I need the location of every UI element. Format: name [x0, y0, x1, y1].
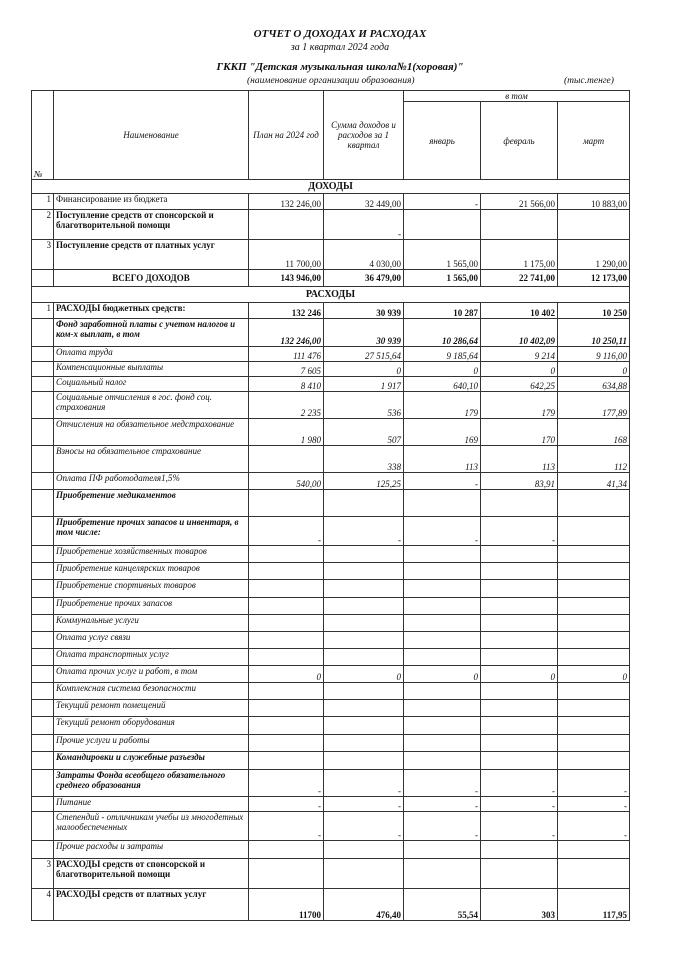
cell-feb: 83,91: [481, 473, 558, 490]
row-number: 3: [32, 240, 54, 270]
cell-jan: [404, 615, 481, 632]
cell-mar: [558, 210, 630, 240]
cell-plan: -: [249, 797, 324, 812]
section-row-expenses: [32, 287, 630, 303]
cell-quarter: 507: [324, 419, 404, 446]
row-name: Оплата транспортных услуг: [54, 649, 249, 666]
cell-jan: [404, 717, 481, 735]
cell-plan: [249, 841, 324, 859]
cell-mar: -: [558, 812, 630, 841]
cell-mar: [558, 517, 630, 546]
table-row: [32, 473, 630, 490]
row-number: [32, 752, 54, 770]
cell-plan: [249, 859, 324, 889]
cell-quarter: [324, 841, 404, 859]
cell-plan: 540,00: [249, 473, 324, 490]
row-name: Приобретение канцелярских товаров: [54, 563, 249, 580]
row-number: 2: [32, 210, 54, 240]
cell-feb: 1 175,00: [481, 240, 558, 270]
cell-feb: [481, 563, 558, 580]
table-row: [32, 319, 630, 347]
cell-feb: 113: [481, 446, 558, 473]
table-row: [32, 490, 630, 517]
report-table: [31, 90, 630, 921]
row-name: Приобретение прочих запасов и инвентаря, в том числе:: [54, 517, 249, 546]
cell-quarter: [324, 546, 404, 563]
cell-mar: 10 883,00: [558, 194, 630, 210]
row-number: [32, 841, 54, 859]
cell-feb: 179: [481, 392, 558, 419]
row-number: [32, 270, 54, 287]
row-number: [32, 362, 54, 377]
col-jan-header: январь: [404, 102, 481, 180]
row-number: [32, 490, 54, 517]
cell-plan: [249, 717, 324, 735]
table-row: [32, 598, 630, 615]
table-row: [32, 889, 630, 921]
cell-quarter: 30 939: [324, 303, 404, 319]
cell-plan: 0: [249, 666, 324, 683]
cell-plan: 11700: [249, 889, 324, 921]
row-number: [32, 632, 54, 649]
col-feb-header: февраль: [481, 102, 558, 180]
cell-jan: [404, 841, 481, 859]
table-row: [32, 615, 630, 632]
cell-plan: 132 246: [249, 303, 324, 319]
row-number: [32, 563, 54, 580]
cell-quarter: [324, 735, 404, 752]
table-row: [32, 797, 630, 812]
row-number: [32, 546, 54, 563]
cell-mar: -: [558, 770, 630, 797]
cell-quarter: [324, 632, 404, 649]
cell-jan: 113: [404, 446, 481, 473]
cell-plan: 7 605: [249, 362, 324, 377]
cell-mar: [558, 580, 630, 598]
cell-feb: 9 214: [481, 347, 558, 362]
cell-quarter: 125,25: [324, 473, 404, 490]
row-number: [32, 580, 54, 598]
cell-feb: -: [481, 812, 558, 841]
cell-feb: [481, 546, 558, 563]
cell-jan: 9 185,64: [404, 347, 481, 362]
cell-feb: -: [481, 517, 558, 546]
cell-mar: [558, 632, 630, 649]
row-number: 1: [32, 194, 54, 210]
cell-mar: [558, 859, 630, 889]
cell-quarter: -: [324, 210, 404, 240]
table-row: [32, 210, 630, 240]
row-number: [32, 446, 54, 473]
cell-quarter: [324, 859, 404, 889]
row-name: Оплата ПФ работодателя1,5%: [54, 473, 249, 490]
table-row: [32, 632, 630, 649]
cell-mar: 0: [558, 362, 630, 377]
cell-plan: 2 235: [249, 392, 324, 419]
cell-jan: 10 287: [404, 303, 481, 319]
table-row: [32, 580, 630, 598]
cell-mar: 41,34: [558, 473, 630, 490]
cell-feb: [481, 580, 558, 598]
cell-feb: 22 741,00: [481, 270, 558, 287]
cell-mar: 112: [558, 446, 630, 473]
cell-plan: [249, 490, 324, 517]
col-name-header: Наименование: [54, 91, 249, 180]
table-row: [32, 717, 630, 735]
row-number: [32, 717, 54, 735]
row-name: РАСХОДЫ средств от спонсорской и благотворительной помощи: [54, 859, 249, 889]
cell-feb: 0: [481, 362, 558, 377]
col-num-header: №: [32, 91, 54, 180]
cell-quarter: -: [324, 770, 404, 797]
cell-feb: 303: [481, 889, 558, 921]
cell-mar: [558, 841, 630, 859]
cell-quarter: 36 479,00: [324, 270, 404, 287]
row-name: Оплата труда: [54, 347, 249, 362]
cell-plan: 132 246,00: [249, 194, 324, 210]
cell-plan: 11 700,00: [249, 240, 324, 270]
cell-quarter: 1 917: [324, 377, 404, 392]
row-name: Социальный налог: [54, 377, 249, 392]
section-row-income: [32, 180, 630, 194]
cell-feb: 642,25: [481, 377, 558, 392]
row-name: Оплата прочих услуг и работ, в том: [54, 666, 249, 683]
cell-plan: [249, 752, 324, 770]
cell-quarter: [324, 717, 404, 735]
cell-jan: 0: [404, 362, 481, 377]
table-row: [32, 347, 630, 362]
section-title-expenses: РАСХОДЫ: [32, 287, 630, 303]
organization-caption: (наименование организации образования): [247, 76, 415, 86]
cell-jan: 1 565,00: [404, 270, 481, 287]
table-row: [32, 240, 630, 270]
cell-mar: [558, 546, 630, 563]
cell-quarter: 27 515,64: [324, 347, 404, 362]
cell-jan: [404, 490, 481, 517]
row-name: Поступление средств от платных услуг: [54, 240, 249, 270]
cell-feb: [481, 717, 558, 735]
row-number: [32, 797, 54, 812]
cell-plan: 143 946,00: [249, 270, 324, 287]
row-number: [32, 517, 54, 546]
cell-feb: [481, 859, 558, 889]
cell-mar: [558, 563, 630, 580]
cell-mar: [558, 683, 630, 700]
table-row: [32, 841, 630, 859]
row-number: 3: [32, 859, 54, 889]
row-number: [32, 347, 54, 362]
cell-plan: [249, 683, 324, 700]
cell-quarter: 338: [324, 446, 404, 473]
row-name: Коммунальные услуги: [54, 615, 249, 632]
cell-mar: [558, 735, 630, 752]
cell-plan: [249, 210, 324, 240]
row-name: РАСХОДЫ бюджетных средств:: [54, 303, 249, 319]
cell-quarter: 30 939: [324, 319, 404, 347]
cell-feb: [481, 735, 558, 752]
cell-quarter: 0: [324, 666, 404, 683]
cell-jan: -: [404, 770, 481, 797]
cell-jan: [404, 580, 481, 598]
cell-plan: [249, 563, 324, 580]
cell-jan: -: [404, 797, 481, 812]
cell-plan: 1 980: [249, 419, 324, 446]
units-label: (тыс.тенге): [564, 76, 614, 86]
table-row: [32, 683, 630, 700]
cell-jan: 0: [404, 666, 481, 683]
row-name: Приобретение спортивных товаров: [54, 580, 249, 598]
row-number: [32, 812, 54, 841]
table-row: [32, 362, 630, 377]
report-title: ОТЧЕТ О ДОХОДАХ И РАСХОДАХ: [253, 28, 427, 40]
cell-quarter: [324, 700, 404, 717]
cell-jan: -: [404, 517, 481, 546]
row-name: Приобретение прочих запасов: [54, 598, 249, 615]
row-name: РАСХОДЫ средств от платных услуг: [54, 889, 249, 921]
cell-plan: [249, 598, 324, 615]
table-row: [32, 563, 630, 580]
cell-plan: [249, 735, 324, 752]
section-title-income: ДОХОДЫ: [32, 180, 630, 194]
cell-plan: [249, 446, 324, 473]
row-name: Отчисления на обязательное медстрахование: [54, 419, 249, 446]
row-name: Прочие услуги и работы: [54, 735, 249, 752]
cell-jan: [404, 632, 481, 649]
row-number: [32, 419, 54, 446]
cell-quarter: 32 449,00: [324, 194, 404, 210]
table-row: [32, 419, 630, 446]
cell-jan: [404, 752, 481, 770]
table-row: [32, 270, 630, 287]
cell-jan: -: [404, 194, 481, 210]
cell-plan: 8 410: [249, 377, 324, 392]
cell-mar: [558, 615, 630, 632]
cell-feb: 10 402: [481, 303, 558, 319]
row-number: [32, 473, 54, 490]
table-row: [32, 666, 630, 683]
row-name: ВСЕГО ДОХОДОВ: [54, 270, 249, 287]
cell-mar: [558, 717, 630, 735]
cell-feb: -: [481, 770, 558, 797]
row-name: Приобретение медикаментов: [54, 490, 249, 517]
row-name: Фонд заработной платы с учетом налогов и ком-х выплат, в том: [54, 319, 249, 347]
row-number: [32, 700, 54, 717]
cell-jan: [404, 735, 481, 752]
row-number: [32, 683, 54, 700]
cell-jan: [404, 700, 481, 717]
table-row: [32, 812, 630, 841]
cell-mar: 0: [558, 666, 630, 683]
row-number: [32, 666, 54, 683]
row-name: Текущий ремонт помещений: [54, 700, 249, 717]
cell-quarter: [324, 683, 404, 700]
row-name: Социальные отчисления в гос. фонд соц. страхования: [54, 392, 249, 419]
cell-quarter: [324, 580, 404, 598]
row-name: Взносы на обязательное страхование: [54, 446, 249, 473]
cell-plan: [249, 649, 324, 666]
table-row: [32, 735, 630, 752]
table-row: [32, 517, 630, 546]
table-row: [32, 194, 630, 210]
cell-mar: 10 250,11: [558, 319, 630, 347]
cell-mar: 177,89: [558, 392, 630, 419]
cell-plan: [249, 580, 324, 598]
cell-plan: 132 246,00: [249, 319, 324, 347]
cell-jan: [404, 546, 481, 563]
cell-plan: [249, 632, 324, 649]
cell-jan: -: [404, 473, 481, 490]
cell-quarter: -: [324, 797, 404, 812]
cell-quarter: [324, 649, 404, 666]
row-number: [32, 319, 54, 347]
cell-mar: 117,95: [558, 889, 630, 921]
cell-plan: [249, 615, 324, 632]
cell-jan: 640,10: [404, 377, 481, 392]
row-number: 4: [32, 889, 54, 921]
cell-plan: -: [249, 812, 324, 841]
cell-jan: [404, 649, 481, 666]
row-number: [32, 392, 54, 419]
cell-jan: 10 286,64: [404, 319, 481, 347]
cell-jan: [404, 210, 481, 240]
table-row: [32, 546, 630, 563]
table-row: [32, 649, 630, 666]
row-name: Компенсационные выплаты: [54, 362, 249, 377]
row-number: [32, 615, 54, 632]
cell-quarter: [324, 598, 404, 615]
table-row: [32, 446, 630, 473]
cell-mar: 10 250: [558, 303, 630, 319]
report-period: за 1 квартал 2024 года: [290, 42, 390, 53]
row-number: [32, 770, 54, 797]
cell-feb: [481, 598, 558, 615]
cell-feb: [481, 700, 558, 717]
cell-mar: [558, 598, 630, 615]
cell-feb: [481, 752, 558, 770]
row-name: Затраты Фонда всеобщего обязательного среднего образования: [54, 770, 249, 797]
cell-jan: 179: [404, 392, 481, 419]
cell-feb: 170: [481, 419, 558, 446]
row-name: Поступление средств от спонсорской и благотворительной помощи: [54, 210, 249, 240]
cell-feb: 10 402,09: [481, 319, 558, 347]
cell-mar: 1 290,00: [558, 240, 630, 270]
cell-jan: -: [404, 812, 481, 841]
table-row: [32, 303, 630, 319]
cell-feb: [481, 683, 558, 700]
cell-jan: 55,54: [404, 889, 481, 921]
row-name: Оплата услуг связи: [54, 632, 249, 649]
cell-quarter: [324, 563, 404, 580]
row-name: Командировки и служебные разъезды: [54, 752, 249, 770]
cell-feb: [481, 841, 558, 859]
cell-quarter: -: [324, 517, 404, 546]
table-row: [32, 752, 630, 770]
cell-quarter: 4 030,00: [324, 240, 404, 270]
cell-quarter: 476,40: [324, 889, 404, 921]
row-number: 1: [32, 303, 54, 319]
row-name: Питание: [54, 797, 249, 812]
cell-quarter: 0: [324, 362, 404, 377]
cell-jan: [404, 683, 481, 700]
cell-mar: [558, 752, 630, 770]
cell-feb: [481, 632, 558, 649]
cell-mar: 12 173,00: [558, 270, 630, 287]
row-number: [32, 649, 54, 666]
col-incl-header: в том: [404, 91, 630, 102]
row-name: Приобретение хозяйственных товаров: [54, 546, 249, 563]
table-row: [32, 770, 630, 797]
cell-jan: 1 565,00: [404, 240, 481, 270]
cell-jan: [404, 598, 481, 615]
cell-plan: [249, 700, 324, 717]
cell-jan: [404, 859, 481, 889]
cell-mar: 168: [558, 419, 630, 446]
cell-plan: [249, 546, 324, 563]
cell-feb: [481, 490, 558, 517]
cell-plan: 111 476: [249, 347, 324, 362]
row-name: Степендий - отличникам учебы из многодетных малообеспеченных: [54, 812, 249, 841]
col-plan-header: План на 2024 год: [249, 91, 324, 180]
row-number: [32, 377, 54, 392]
cell-mar: [558, 490, 630, 517]
table-row: [32, 700, 630, 717]
col-mar-header: март: [558, 102, 630, 180]
cell-quarter: 536: [324, 392, 404, 419]
cell-plan: -: [249, 770, 324, 797]
cell-feb: [481, 210, 558, 240]
cell-quarter: -: [324, 812, 404, 841]
cell-mar: -: [558, 797, 630, 812]
col-quarter-header: Сумма доходов и расходов за 1 квартал: [324, 91, 404, 180]
organization-name: ГККП "Детская музыкальная школа№1(хоровая)": [216, 61, 464, 73]
cell-mar: [558, 700, 630, 717]
row-name: Текущий ремонт оборудования: [54, 717, 249, 735]
cell-quarter: [324, 615, 404, 632]
row-name: Прочие расходы и затраты: [54, 841, 249, 859]
cell-plan: -: [249, 517, 324, 546]
row-name: Финансирование из бюджета: [54, 194, 249, 210]
cell-feb: [481, 615, 558, 632]
table-row: [32, 377, 630, 392]
cell-mar: 634,88: [558, 377, 630, 392]
table-row: [32, 859, 630, 889]
cell-mar: 9 116,00: [558, 347, 630, 362]
row-name: Комплексная система безопасности: [54, 683, 249, 700]
row-number: [32, 735, 54, 752]
cell-feb: 21 566,00: [481, 194, 558, 210]
cell-quarter: [324, 490, 404, 517]
cell-feb: [481, 649, 558, 666]
row-number: [32, 598, 54, 615]
table-row: [32, 392, 630, 419]
cell-feb: 0: [481, 666, 558, 683]
cell-feb: -: [481, 797, 558, 812]
cell-quarter: [324, 752, 404, 770]
cell-mar: [558, 649, 630, 666]
cell-jan: 169: [404, 419, 481, 446]
cell-jan: [404, 563, 481, 580]
